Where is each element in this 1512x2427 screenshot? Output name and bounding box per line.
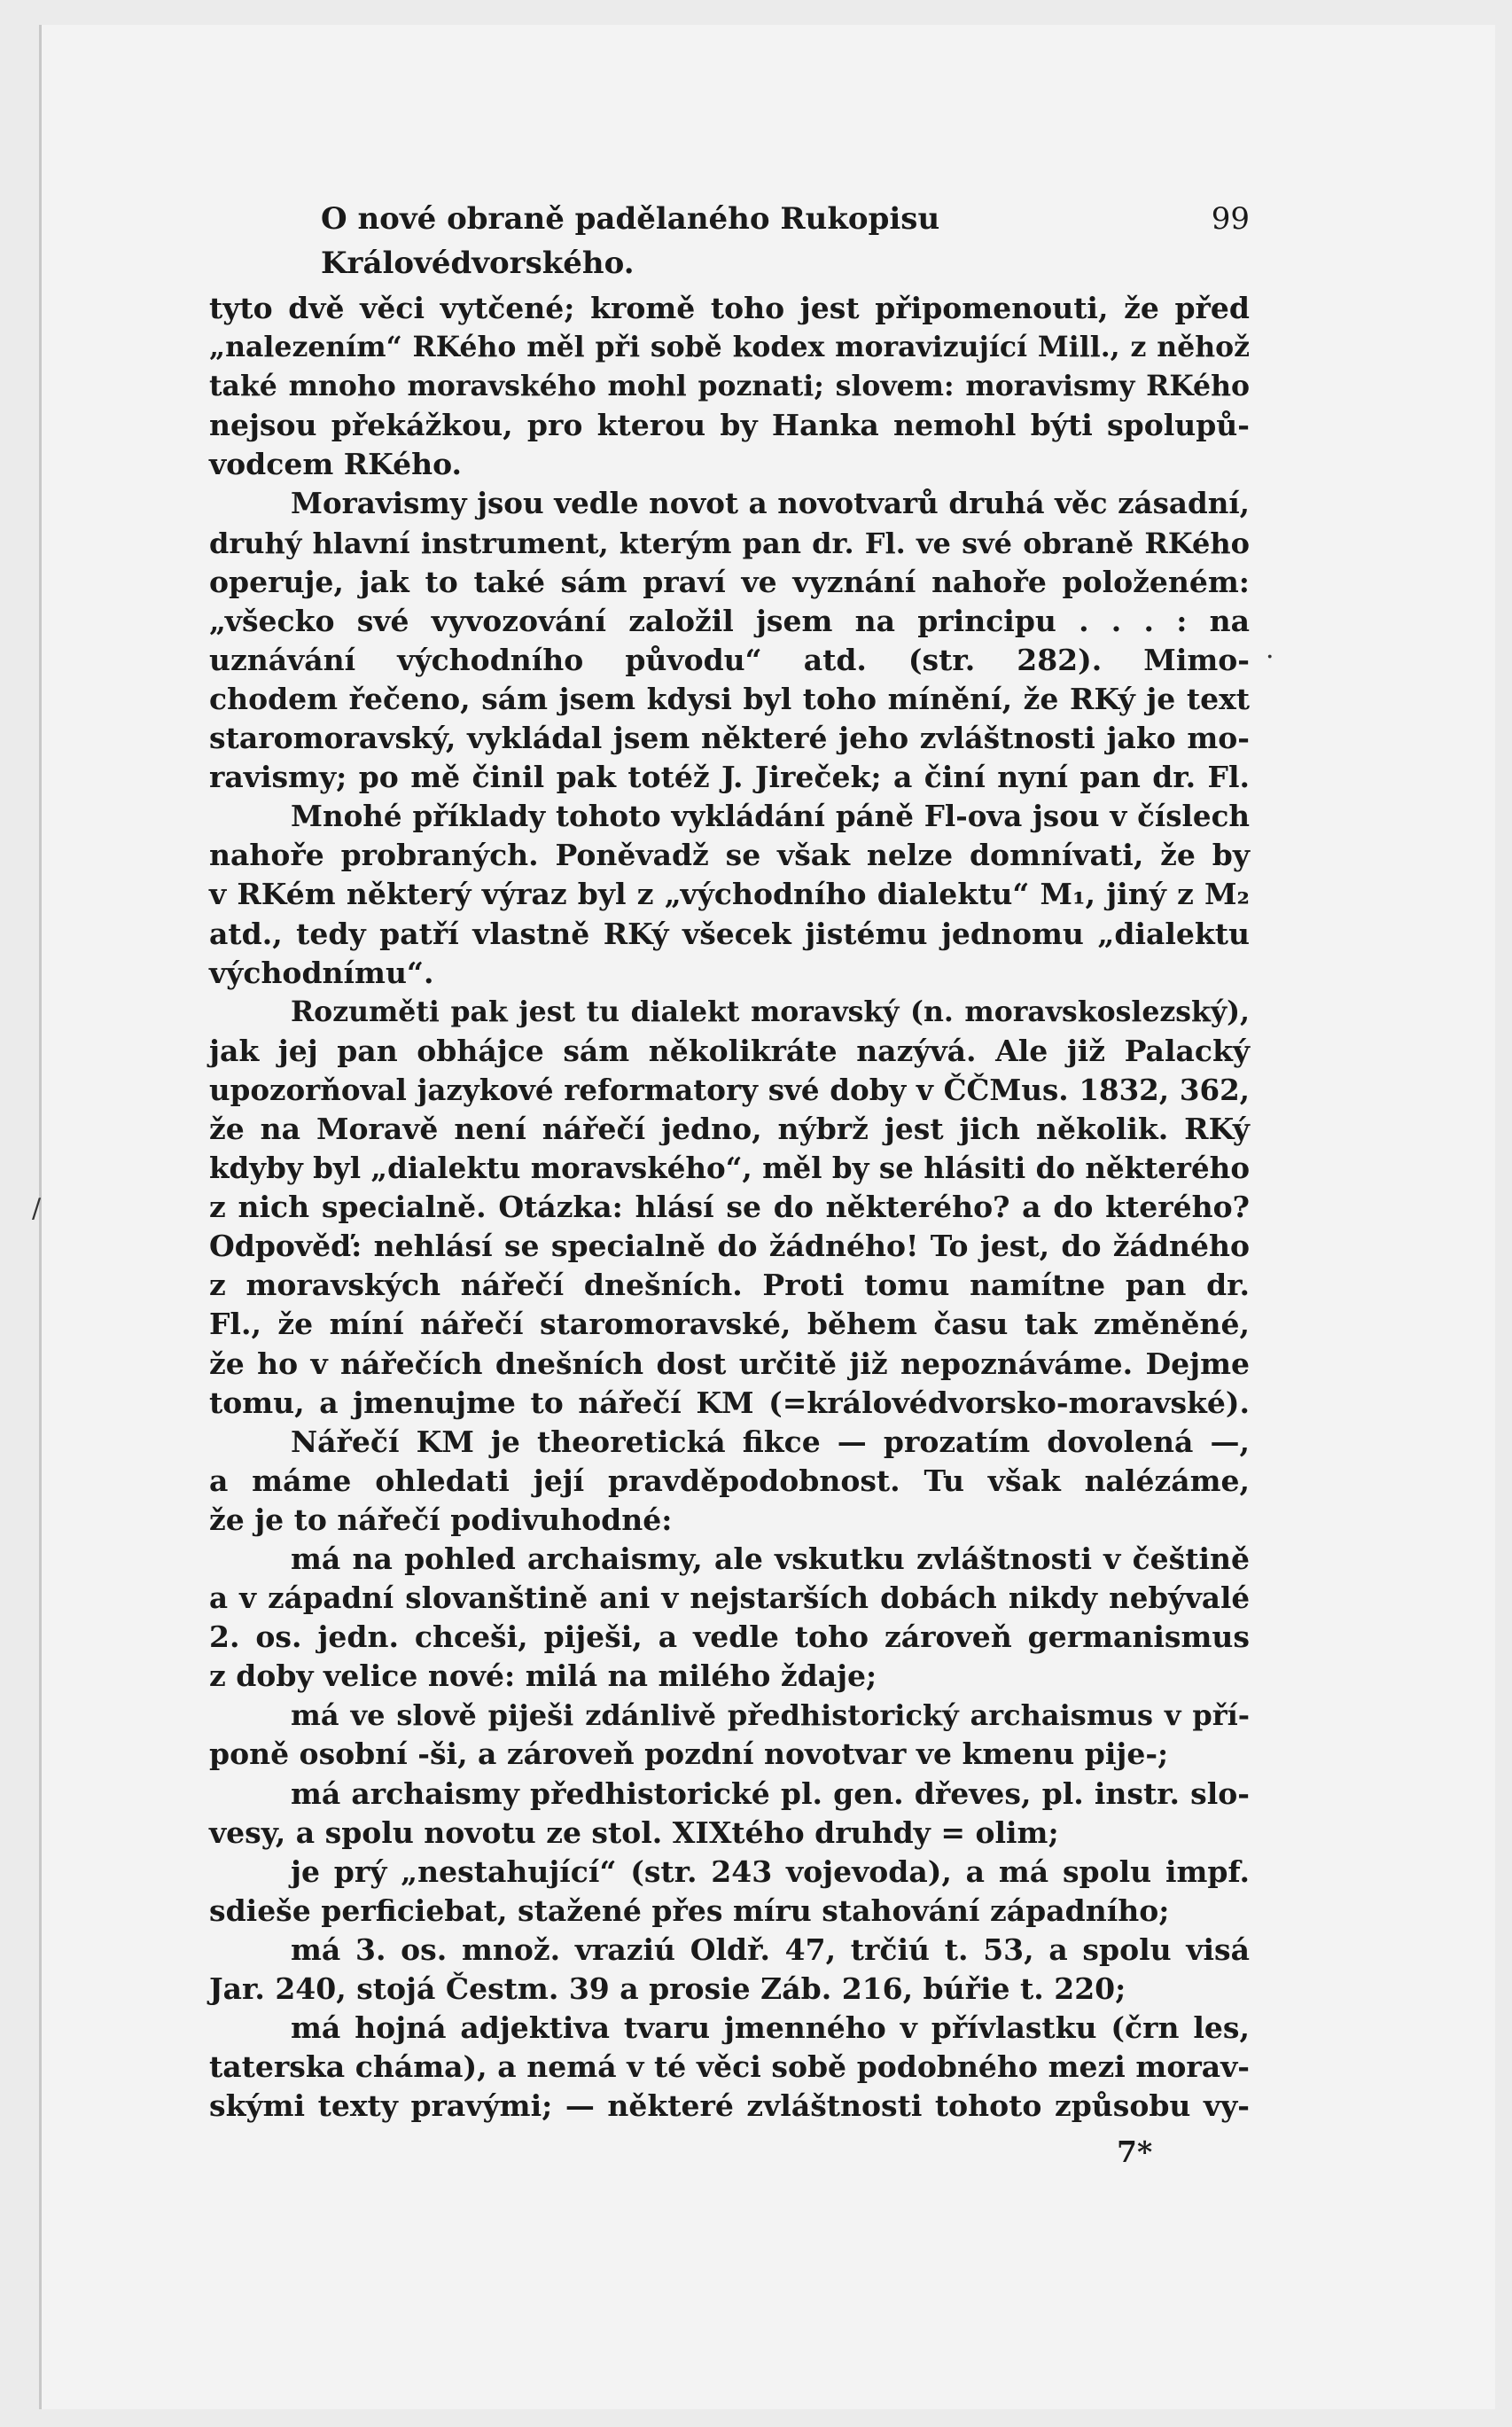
- text-line: také mnoho moravského mohl poznati; slovem: moravismy RKého: [209, 370, 1250, 403]
- text-line: má na pohled archaismy, ale vskutku zvláštnosti v češtině: [291, 1541, 1250, 1576]
- text-line: kdyby byl „dialektu moravského“, měl by se hlásiti do některého: [209, 1151, 1250, 1186]
- text-line: a máme ohledati její pravděpodobnost. Tu však nalézáme,: [209, 1463, 1250, 1498]
- text-line: 2. os. jedn. chceši, piješi, a vedle toho zároveň germanismus: [209, 1619, 1250, 1655]
- text-line: taterska cháma), a nemá v té věci sobě podobného mezi morav-: [209, 2049, 1250, 2085]
- text-line: Moravismy jsou vedle novot a novotvarů druhá věc zásadní,: [291, 486, 1250, 521]
- page-number: 99: [1211, 201, 1250, 237]
- text-line: skými texty pravými; — některé zvláštnosti tohoto způsobu vy-: [209, 2088, 1250, 2124]
- text-line: staromoravský, vykládal jsem některé jeho zvláštnosti jako mo-: [209, 721, 1250, 756]
- text-line: operuje, jak to také sám praví ve vyznání nahoře položeném:: [209, 564, 1250, 599]
- text-line: v RKém některý výraz byl z „východního dialektu“ M₁, jiný z M₂: [209, 877, 1250, 912]
- text-line: a v západní slovanštině ani v nejstarších dobách nikdy nebývalé: [209, 1580, 1250, 1616]
- text-line: ravismy; po mě činil pak totéž J. Jireček; a činí nyní pan dr. Fl.: [209, 760, 1250, 795]
- text-line: má ve slově piješi zdánlivě předhistorický archaismus v pří-: [291, 1698, 1250, 1733]
- running-header: [321, 197, 1250, 281]
- text-line: má 3. os. množ. vraziú Oldř. 47, trčiú t. 53, a spolu visá: [291, 1931, 1250, 1967]
- text-line: že na Moravě není nářečí jedno, nýbrž jest jich několik. RKý: [209, 1111, 1250, 1146]
- text-line: vodcem RKého.: [209, 447, 463, 482]
- text-line: upozorňoval jazykové reformatory své doby v ČČMus. 1832, 362,: [209, 1072, 1250, 1107]
- text-line: z moravských nářečí dnešních. Proti tomu namítne pan dr.: [209, 1268, 1250, 1303]
- text-line: Nářečí KM je theoretická fikce — prozatím dovolená —,: [291, 1424, 1250, 1459]
- text-line: Fl., že míní nářečí staromoravské, během času tak změněné,: [209, 1307, 1250, 1342]
- signature-mark: 7*: [1117, 2134, 1153, 2169]
- text-line: že je to nářečí podivuhodné:: [209, 1502, 673, 1537]
- text-line: „všecko své vyvozování založil jsem na principu . . . : na: [209, 603, 1250, 638]
- text-line: Jar. 240, stojá Čestm. 39 a prosie Záb. 216, búřie t. 220;: [209, 1971, 1126, 2007]
- text-line: Odpověď: nehlásí se specialně do žádného! To jest, do žádného: [209, 1229, 1250, 1264]
- text-line: je prý „nestahující“ (str. 243 vojevoda), a má spolu impf.: [291, 1853, 1250, 1889]
- text-line: jak jej pan obhájce sám několikráte nazývá. Ale již Palacký: [209, 1033, 1250, 1068]
- text-line: z doby velice nové: milá na milého ždaje;: [209, 1658, 877, 1694]
- text-line: východnímu“.: [209, 955, 434, 990]
- text-line: že ho v nářečích dnešních dost určitě již nepoznáváme. Dejme: [209, 1346, 1250, 1381]
- body-text: [209, 289, 1250, 2126]
- text-line: „nalezením“ RKého měl při sobě kodex moravizující Mill., z něhož: [209, 331, 1250, 364]
- text-line: vesy, a spolu novotu ze stol. XIXtého druhdy = olim;: [209, 1814, 1059, 1850]
- text-line: druhý hlavní instrument, kterým pan dr. Fl. ve své obraně RKého: [209, 526, 1250, 560]
- running-title: O nové obraně padělaného Rukopisu Královédvorského.: [321, 201, 940, 281]
- text-line: sdieše perficiebat, stažené přes míru stahování západního;: [209, 1892, 1170, 1928]
- text-line: poně osobní -ši, a zároveň pozdní novotvar ve kmenu pije-;: [209, 1736, 1169, 1772]
- text-line: uznávání východního původu“ atd. (str. 282). Mimo-: [209, 642, 1250, 677]
- text-line: má archaismy předhistorické pl. gen. dřeves, pl. instr. slo-: [291, 1775, 1250, 1811]
- text-line: má hojná adjektiva tvaru jmenného v přívlastku (črn les,: [291, 2010, 1250, 2046]
- text-line: chodem řečeno, sám jsem kdysi byl toho mínění, že RKý je text: [209, 681, 1250, 716]
- margin-slash-mark: /: [32, 1193, 42, 1224]
- text-line: tyto dvě věci vytčené; kromě toho jest připomenouti, že před: [209, 291, 1250, 325]
- text-line: Mnohé příklady tohoto vykládání páně Fl-ova jsou v číslech: [291, 799, 1250, 834]
- text-line: nejsou překážkou, pro kterou by Hanka nemohl býti spolupů-: [209, 408, 1250, 443]
- text-line: atd., tedy patří vlastně RKý všecek jistému jednomu „dialektu: [209, 916, 1250, 951]
- text-line: Rozuměti pak jest tu dialekt moravský (n. moravskoslezský),: [291, 995, 1250, 1028]
- margin-dot-mark: ·: [1266, 642, 1274, 673]
- text-line: nahoře probraných. Poněvadž se však nelze domnívati, že by: [209, 838, 1250, 873]
- text-line: tomu, a jmenujme to nářečí KM (=královédvorsko-moravské).: [209, 1385, 1250, 1420]
- text-line: z nich specialně. Otázka: hlásí se do některého? a do kterého?: [209, 1190, 1250, 1225]
